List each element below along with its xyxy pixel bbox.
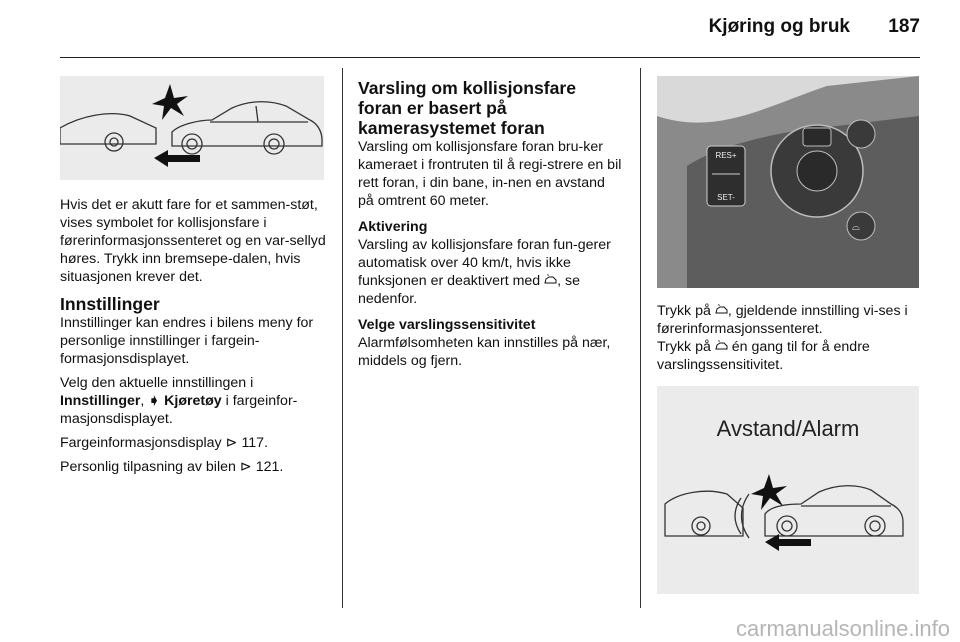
column-divider-left <box>342 68 343 608</box>
reference-arrow-icon: ⊳ <box>225 435 238 451</box>
select-setting-suffix: i fargeinfor-masjonsdisplayet. <box>60 393 298 427</box>
reference-color-display <box>60 434 326 452</box>
press-again-prefix: Trykk på <box>657 339 711 355</box>
display-title: Avstand/Alarm <box>716 416 860 441</box>
paragraph-collision-warning: Hvis det er akutt fare for et sammen-støt, vises symbolet for kollisjonsfare i førerinformasjonssenteret og en var-sellyd høres. Trykk inn bremsepe-dalen, hvis situasjonen krever det. <box>60 197 326 285</box>
collision-alert-button-icon <box>544 273 557 289</box>
watermark: carmanualsonline.info <box>735 616 950 641</box>
menu-path-vehicle: Kjøretøy <box>164 393 222 409</box>
page-header-title: Kjøring og bruk <box>708 16 850 37</box>
activation-text-suffix: , se nedenfor. <box>358 273 581 307</box>
collision-star-icon <box>152 84 188 120</box>
reference-personalization-page: 121. <box>255 459 284 475</box>
press-again-suffix: én gang til for å endre varslingssensitivitet. <box>657 339 870 373</box>
paragraph-press-button-current <box>657 302 921 338</box>
left-arrow-icon <box>154 150 200 167</box>
menu-arrow-icon: ➧ <box>148 393 161 409</box>
svg-text:⌓: ⌓ <box>852 222 860 233</box>
distance-alarm-display-figure <box>657 386 919 594</box>
press-text-prefix: Trykk på <box>657 303 711 319</box>
paragraph-press-button-change <box>657 338 921 374</box>
paragraph-select-setting <box>60 374 326 428</box>
column-left <box>60 196 326 482</box>
reference-personalization-text: Personlig tilpasning av bilen <box>60 459 236 475</box>
menu-path-settings: Innstillinger <box>60 393 141 409</box>
menu-path-separator: , <box>140 393 149 409</box>
reference-arrow-icon: ⊳ <box>239 459 252 475</box>
collision-alert-wheel-button <box>803 128 831 146</box>
collision-alert-button-icon <box>715 303 728 319</box>
heading-forward-collision-alert: Varsling om kollisjonsfare foran er basert på kamerasystemet foran <box>358 78 577 138</box>
column-middle <box>358 78 624 376</box>
press-text-suffix: , gjeldende innstilling vi-ses i førerinformasjonssenteret. <box>657 303 908 337</box>
lane-assist-button-icon <box>847 120 875 148</box>
res-plus-button-label: RES+ <box>715 151 737 160</box>
column-divider-right <box>640 68 641 608</box>
reference-personalization <box>60 458 326 476</box>
collision-star-icon <box>751 474 787 510</box>
header-rule <box>60 57 920 58</box>
activation-text-prefix: Varsling av kollisjonsfare foran fun-gerer automatisk over 40 km/t, hvis ikke funksjonen er deaktivert med <box>358 237 611 289</box>
heading-settings: Innstillinger <box>60 294 160 314</box>
reference-color-display-page: 117. <box>241 435 269 451</box>
collision-warning-figure <box>60 76 324 180</box>
paragraph-camera-description: Varsling om kollisjonsfare foran bru-ker kameraet i frontruten til å regi-strere en bil rett foran, i din bane, in-nen en avstand på omtrent 60 meter. <box>358 139 622 209</box>
paragraph-sensitivity: Alarmfølsomheten kan innstilles på nær, middels og fjern. <box>358 335 611 369</box>
paragraph-activation <box>358 236 624 308</box>
subheading-activation: Aktivering <box>358 219 428 235</box>
column-right <box>657 302 921 380</box>
subheading-sensitivity: Velge varslingssensitivitet <box>358 317 536 333</box>
set-minus-button-label: SET- <box>717 193 735 202</box>
page-number: 187 <box>888 16 920 37</box>
reference-color-display-text: Fargeinformasjonsdisplay <box>60 435 222 451</box>
select-setting-prefix: Velg den aktuelle innstillingen i <box>60 375 254 391</box>
collision-alert-button-icon <box>715 339 728 355</box>
steering-wheel-controls-figure <box>657 76 919 288</box>
paragraph-settings-intro: Innstillinger kan endres i bilens meny for personlige innstillinger i fargein-formasjonsdisplayet. <box>60 315 314 367</box>
